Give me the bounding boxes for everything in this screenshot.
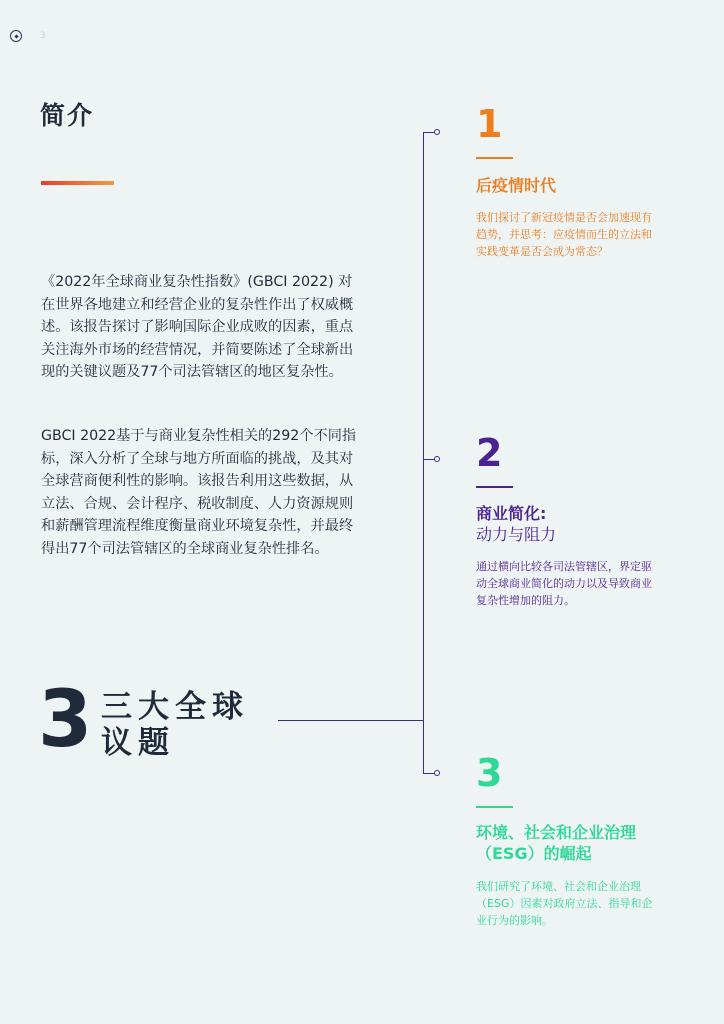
issue-1-rule: [476, 157, 513, 159]
page-header: [10, 30, 46, 42]
issue-2-description: 通过横向比较各司法管辖区，界定驱动全球商业简化的动力以及导致商业复杂性增加的阻力。: [476, 560, 652, 607]
issue-3-title: 环境、社会和企业治理（ESG）的崛起: [476, 823, 637, 863]
issue-2: [476, 433, 656, 609]
intro-paragraph-2: GBCI 2022基于与商业复杂性相关的292个不同指标，深入分析了全球与地方所面临的挑战，及其对全球营商便利性的影响。该报告利用这些数据，从立法、合规、会计程序、税收制度、人力资源规则和薪酬管理流程维度衡量商业环境复杂性，并最终得出77个司法管辖区的全球商业复杂性排名。: [41, 428, 357, 557]
big-three-line-1: 三大全球: [101, 689, 249, 725]
issue-2-title: 商业简化:: [476, 504, 547, 523]
title-accent-bar: [41, 181, 114, 185]
intro-paragraph-1: 《2022年全球商业复杂性指数》(GBCI 2022) 对在世界各地建立和经营企业的复杂性作出了权威概述。该报告探讨了影响国际企业成败的因素，重点关注海外市场的经营情况，并简要陈述了全球新出现的关键议题及77个司法管辖区的地区复杂性。: [41, 274, 354, 380]
big-three-heading: [101, 689, 249, 761]
big-three-number: 3: [38, 675, 93, 765]
page-number: 3: [40, 31, 46, 41]
compass-icon: [10, 30, 22, 42]
connector-horizontal-line: [278, 720, 423, 721]
issue-3-description: 我们研究了环境、社会和企业治理（ESG）因素对政府立法、指导和企业行为的影响。: [476, 880, 653, 927]
connector-dot-3: [434, 770, 440, 776]
issue-1-title: 后疫情时代: [476, 176, 557, 195]
issue-2-rule: [476, 486, 513, 488]
issue-3-rule: [476, 806, 513, 808]
connector-vertical-line: [423, 132, 424, 774]
issue-1: [476, 104, 656, 260]
connector-dot-1: [434, 129, 440, 135]
issue-2-subtitle: 动力与阻力: [476, 525, 557, 544]
connector-dot-2: [434, 456, 440, 462]
big-three-line-2: 议题: [101, 725, 175, 761]
issue-1-number: 1: [476, 102, 503, 146]
issue-3-number: 3: [476, 751, 503, 795]
issue-2-number: 2: [476, 431, 503, 475]
issue-3: [476, 753, 656, 929]
issue-1-description: 我们探讨了新冠疫情是否会加速现有趋势，并思考：应疫情而生的立法和实践变革是否会成为常态？: [476, 211, 652, 258]
page-title: 简介: [40, 101, 95, 130]
